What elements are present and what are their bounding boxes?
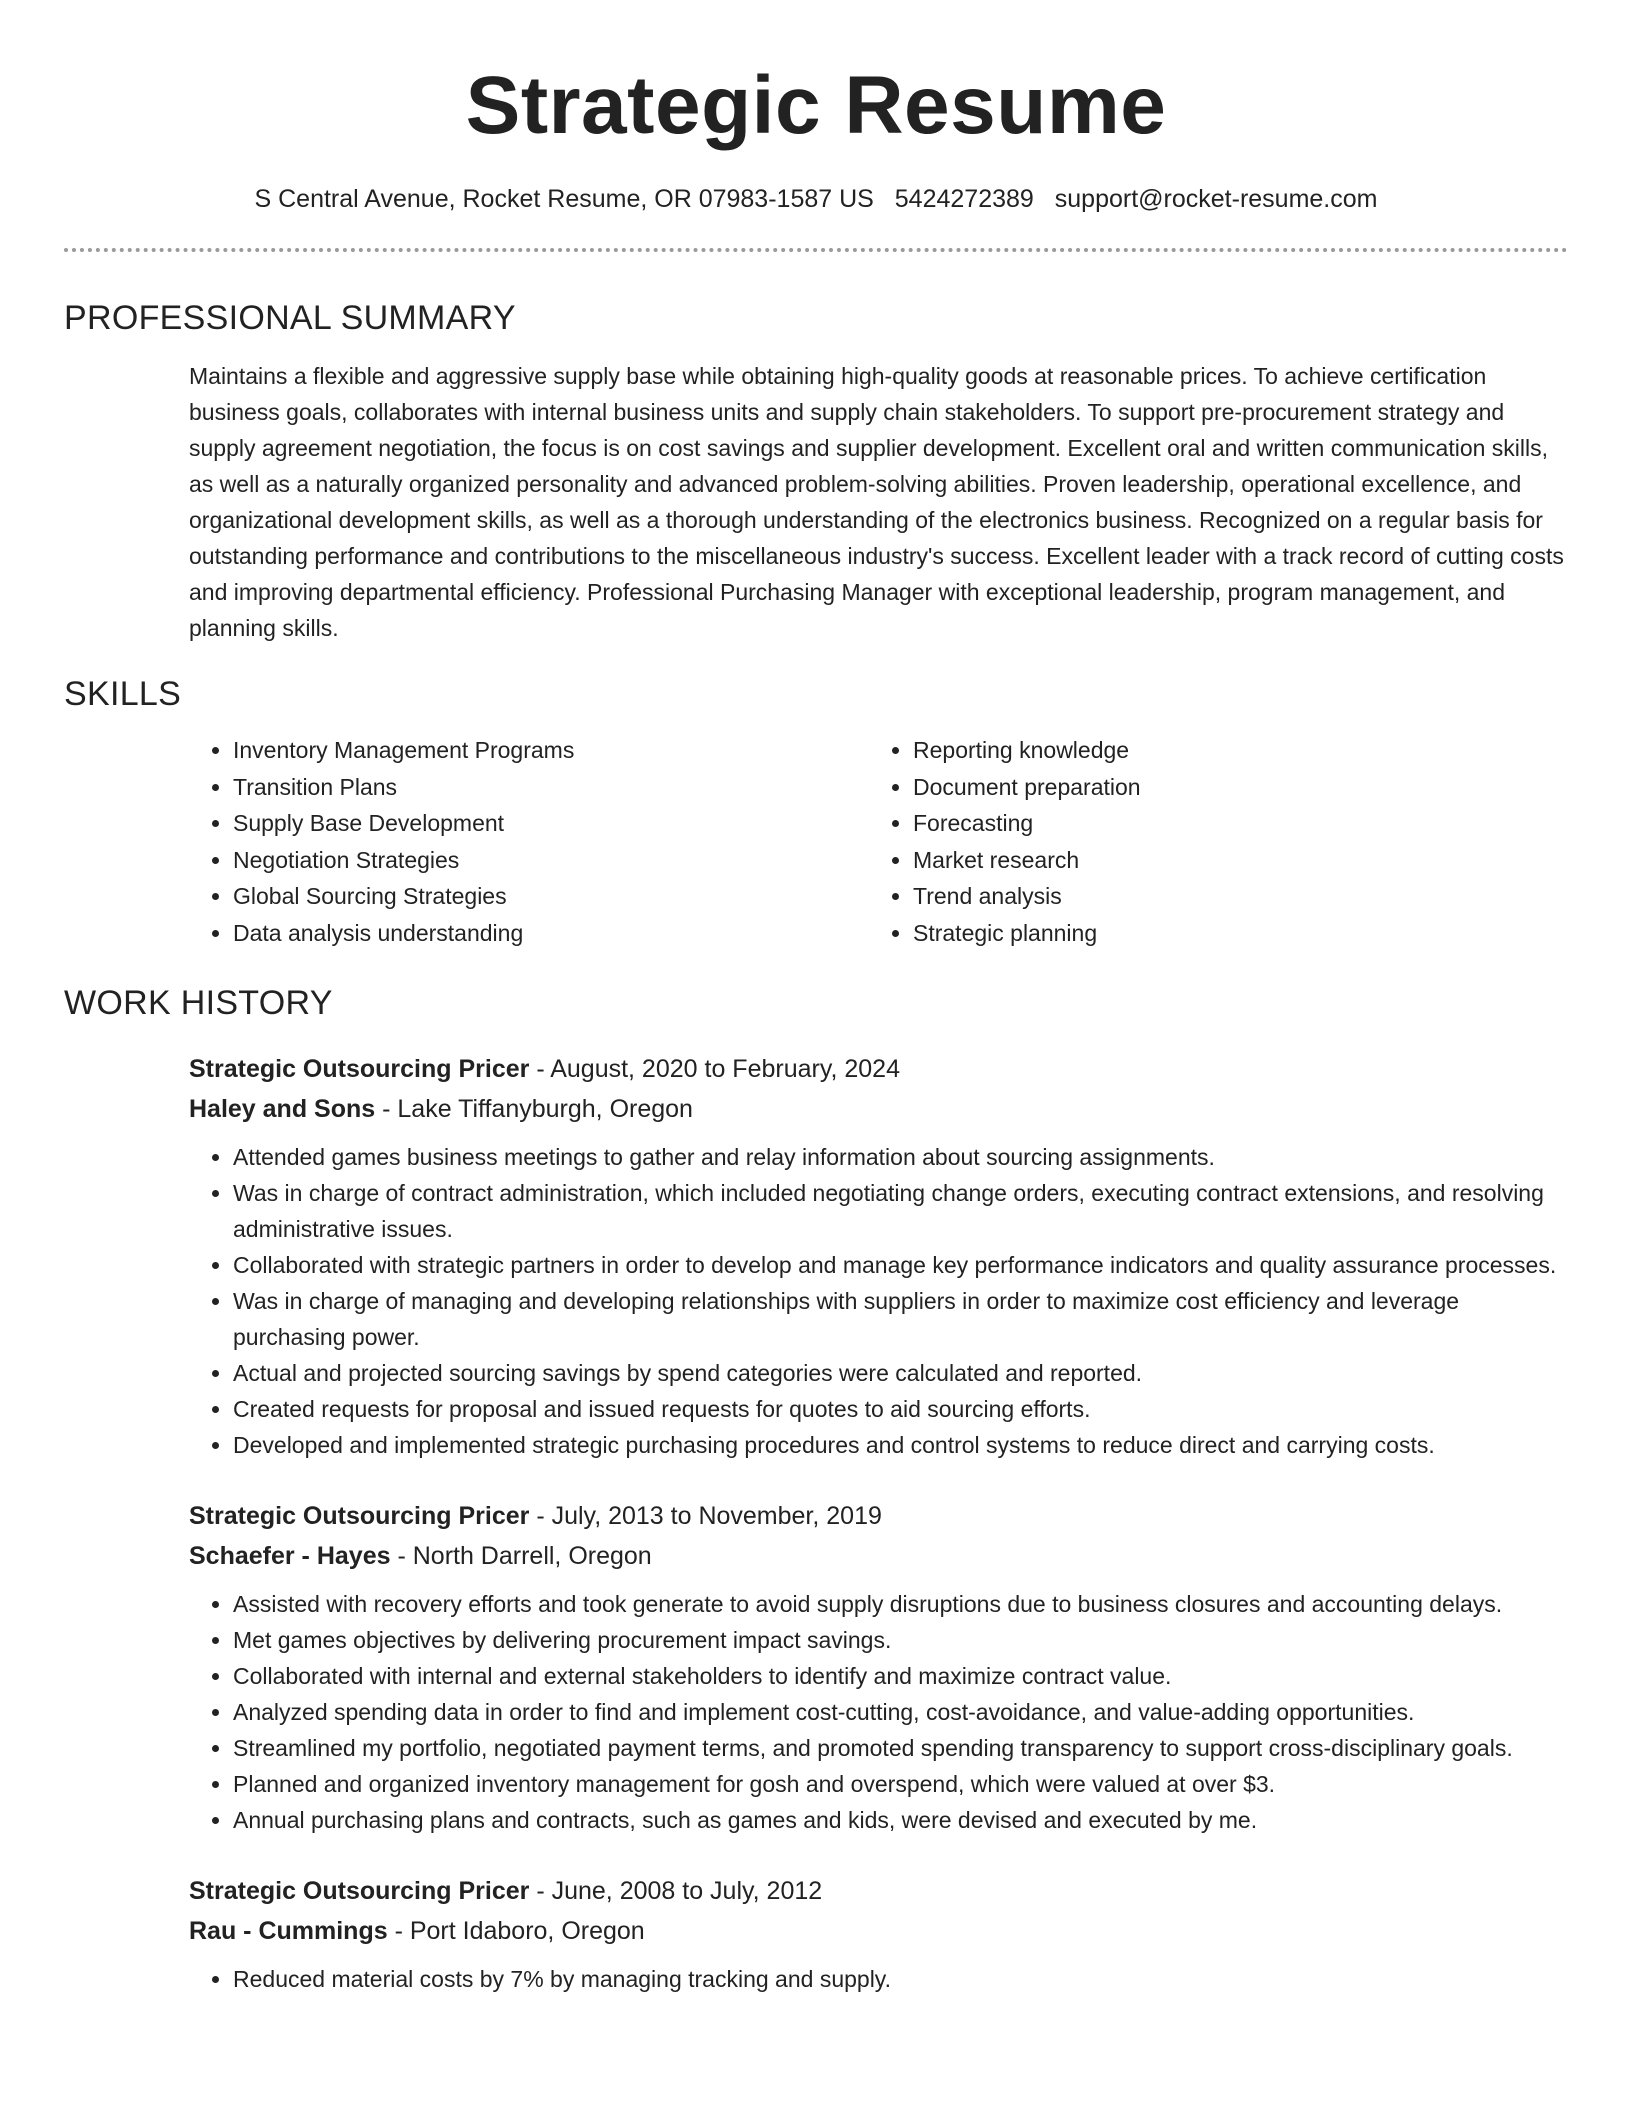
skill-item: • Inventory Management Programs — [233, 732, 869, 769]
job-entry — [189, 1871, 1568, 1997]
contact-line — [64, 182, 1568, 216]
skill-item: • Data analysis understanding — [233, 915, 869, 952]
summary-text: Maintains a flexible and aggressive supply base while obtaining high-quality goods at reasonable prices. To achieve certification business goals, collaborates with internal business units and supply chain stakeholders. To support pre-procurement strategy and supply agreement negotiation, the focus is on cost savings and supplier development. Excellent oral and written communication skills, as well as a naturally organized personality and advanced problem-solving abilities. Proven leadership, operational excellence, and organizational development skills, as well as a thorough understanding of the electronics business. Recognized on a regular basis for outstanding performance and contributions to the miscellaneous industry's success. Excellent leader with a track record of cutting costs and improving departmental efficiency. Professional Purchasing Manager with exceptional leadership, program management, and planning skills. — [189, 363, 1564, 641]
job-role: Strategic Outsourcing Pricer — [189, 1877, 530, 1905]
skill-item: • Transition Plans — [233, 769, 869, 806]
job-entry — [189, 1049, 1568, 1463]
job-bullets — [189, 1139, 1568, 1463]
skill-item: • Reporting knowledge — [913, 732, 1141, 769]
job-bullet: • Was in charge of contract administration, which included negotiating change orders, executing contract extensions, and resolving administrative issues. — [233, 1175, 1568, 1247]
resume-page — [64, 0, 1568, 1997]
job-bullet: • Collaborated with internal and external stakeholders to identify and maximize contract value. — [233, 1658, 1568, 1694]
job-bullet: • Collaborated with strategic partners in order to develop and manage key performance indicators and quality assurance processes. — [233, 1247, 1568, 1283]
job-role-line — [189, 1049, 1568, 1089]
skill-item: • Market research — [913, 842, 1141, 879]
job-dates: - July, 2013 to November, 2019 — [529, 1502, 882, 1530]
job-entry — [189, 1496, 1568, 1838]
job-role: Strategic Outsourcing Pricer — [189, 1055, 530, 1083]
contact-address: S Central Avenue, Rocket Resume, OR 07983-1587 US — [254, 185, 874, 213]
job-bullet: • Actual and projected sourcing savings by spend categories were calculated and reported. — [233, 1355, 1568, 1391]
summary-heading: PROFESSIONAL SUMMARY — [64, 299, 516, 337]
skill-item: • Trend analysis — [913, 878, 1141, 915]
job-company: Haley and Sons — [189, 1095, 376, 1123]
job-bullet: • Reduced material costs by 7% by managing tracking and supply. — [233, 1961, 1568, 1997]
job-bullets — [189, 1586, 1568, 1838]
job-bullet: • Streamlined my portfolio, negotiated payment terms, and promoted spending transparency to support cross-disciplinary goals. — [233, 1730, 1568, 1766]
job-bullet: • Annual purchasing plans and contracts, such as games and kids, were devised and executed by me. — [233, 1802, 1568, 1838]
skills-heading: SKILLS — [64, 675, 182, 713]
job-bullet: • Planned and organized inventory management for gosh and overspend, which were valued at over $3. — [233, 1766, 1568, 1802]
job-dates: - June, 2008 to July, 2012 — [529, 1877, 823, 1905]
skill-item: • Negotiation Strategies — [233, 842, 869, 879]
job-bullet: • Assisted with recovery efforts and took generate to avoid supply disruptions due to business closures and accounting delays. — [233, 1586, 1568, 1622]
job-bullet: • Was in charge of managing and developing relationships with suppliers in order to maximize cost efficiency and leverage purchasing power. — [233, 1283, 1568, 1355]
skill-item: • Global Sourcing Strategies — [233, 878, 869, 915]
job-bullet: • Met games objectives by delivering procurement impact savings. — [233, 1622, 1568, 1658]
job-role-line — [189, 1871, 1568, 1911]
skills-list — [189, 732, 1568, 951]
job-bullet: • Developed and implemented strategic purchasing procedures and control systems to reduce direct and carrying costs. — [233, 1427, 1568, 1463]
job-company-line — [189, 1536, 1568, 1576]
skills-column-left — [189, 732, 869, 951]
job-company-line — [189, 1911, 1568, 1951]
skill-item: • Forecasting — [913, 805, 1141, 842]
skill-item: • Strategic planning — [913, 915, 1141, 952]
job-bullet: • Analyzed spending data in order to find and implement cost-cutting, cost-avoidance, and value-adding opportunities. — [233, 1694, 1568, 1730]
skill-item: • Supply Base Development — [233, 805, 869, 842]
job-role: Strategic Outsourcing Pricer — [189, 1502, 530, 1530]
job-dates: - August, 2020 to February, 2024 — [529, 1055, 900, 1083]
job-role-line — [189, 1496, 1568, 1536]
job-company-line — [189, 1089, 1568, 1129]
job-bullets — [189, 1961, 1568, 1997]
skills-column-right — [869, 732, 1141, 951]
contact-email[interactable]: support@rocket-resume.com — [1054, 185, 1378, 213]
job-company: Rau - Cummings — [189, 1917, 388, 1945]
job-bullet: • Attended games business meetings to gather and relay information about sourcing assignments. — [233, 1139, 1568, 1175]
job-location: - Lake Tiffanyburgh, Oregon — [375, 1095, 693, 1123]
job-company: Schaefer - Hayes — [189, 1542, 391, 1570]
job-location: - Port Idaboro, Oregon — [387, 1917, 645, 1945]
job-location: - North Darrell, Oregon — [390, 1542, 652, 1570]
job-bullet: • Created requests for proposal and issued requests for quotes to aid sourcing efforts. — [233, 1391, 1568, 1427]
skill-item: • Document preparation — [913, 769, 1141, 806]
resume-name: Strategic Resume — [465, 60, 1167, 151]
header-divider — [64, 248, 1568, 252]
work-history-heading: WORK HISTORY — [64, 984, 333, 1022]
contact-phone: 5424272389 — [894, 185, 1034, 213]
